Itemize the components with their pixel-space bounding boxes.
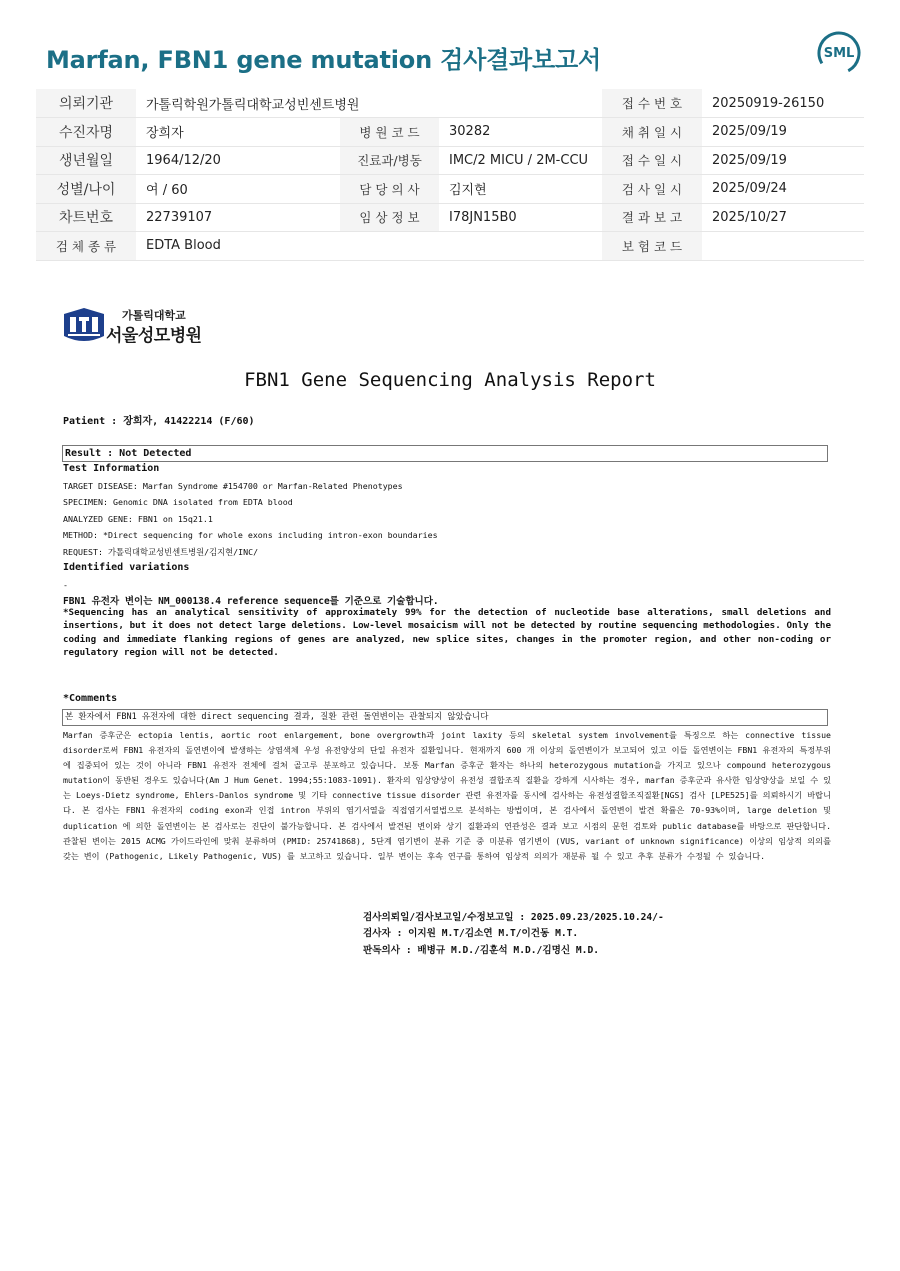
info-row <box>36 232 864 261</box>
clinical-label: 임 상 정 보 <box>340 203 439 232</box>
identified-variations-heading: Identified variations <box>63 562 190 573</box>
test-date-value: 2025/09/24 <box>702 175 864 204</box>
info-row <box>36 203 864 232</box>
identified-variations-value: - <box>63 580 68 590</box>
specimen-line: SPECIMEN: Genomic DNA isolated from EDTA blood <box>63 497 293 507</box>
report-date-label: 결 과 보 고 <box>602 203 702 232</box>
info-row <box>36 175 864 204</box>
patient-name-value: 장희자 <box>136 118 340 147</box>
comment-body: Marfan 증후군은 ectopia lentis, aortic root enlargement, bone overgrowth과 joint laxity 등의 skeletal system involvement를 특징으로 하는 connective tissue disorder로써 FBN1 유전자의 돌연변이에 발생하는 상염색체 우성 유전양상의 단일 유전자 질환입니다. 현재까지 600 개 이상의 돌연변이가 보고되어 있고 이들 돌연변이는 FBN1 유전자의 특정부위에 집중되어 있는 것이 아니라 FBN1 유전자 전체에 걸쳐 골고루 분포하고 있습니다. 보통 Marfan 증후군 환자는 하나의 heterozygous mutation을 가지고 있으나 compound heterozygous mutation이 동반된 경우도 있습니다(Am J Hum Genet. 1994;55:1083-1091). 환자의 임상양상이 유전성 결합조직 질환을 강하게 시사하는 경우, marfan 증후군과 유사한 임상양상을 보일 수 있는 Loeys-Dietz syndrome, Ehlers-Danlos syndrome 및 기타 connective tissue disorder 관련 유전자를 동시에 검사하는 유전성결합조직질환[NGS] 검사 [LPE525]를 의뢰하시기 바랍니다. 본 검사는 FBN1 유전자의 coding exon과 인접 intron 부위의 염기서열을 직접염기서열법으로 분석하는 방법이며, 본 검사에서 돌연변이 발견 확률은 70-93%이며, large deletion 및 duplication 에 의한 돌연변이는 본 검사로는 진단이 불가능합니다. 본 검사에서 발견된 변이와 상기 질환과의 연관성은 결과 보고 시점의 문헌 검토와 public database를 바탕으로 판단합니다. 관찰된 변이는 2015 ACMG 가이드라인에 맞춰 분류하며 (PMID: 25741868), 5단계 염기변이 분류 기준 중 미분류 염기변이 (VUS, variant of unknown significance) 이상의 임상적 의의를 갖는 변이 (Pathogenic, Likely Pathogenic, VUS) 를 보고하고 있습니다. 일부 변이는 후속 연구를 통하여 임상적 의의가 재분류 될 수 있고 추후 분류가 수정될 수 있습니다. <box>63 730 831 861</box>
institution-value: 가톨릭학원가톨릭대학교성빈센트병원 <box>136 89 602 118</box>
collection-date-value: 2025/09/19 <box>702 118 864 147</box>
method-line: METHOD: *Direct sequencing for whole exons including intron-exon boundaries <box>63 530 438 540</box>
receipt-date-value: 2025/09/19 <box>702 146 864 175</box>
hospital-code-value: 30282 <box>439 118 602 147</box>
specimen-value: EDTA Blood <box>136 232 602 261</box>
result-box: Result : Not Detected <box>62 445 828 462</box>
analyzed-gene-line: ANALYZED GENE: FBN1 on 15q21.1 <box>63 514 213 524</box>
receipt-date-label: 접 수 일 시 <box>602 146 702 175</box>
request-line: REQUEST: 가톨릭대학교성빈센트병원/김지현/INC/ <box>63 547 259 557</box>
specimen-label: 검 체 종 류 <box>36 232 136 261</box>
sml-logo-text: SML <box>823 46 855 61</box>
institution-label: 의뢰기관 <box>36 89 136 118</box>
comment-summary-box: 본 환자에서 FBN1 유전자에 대한 direct sequencing 결과, 질환 관련 돌연변이는 관찰되지 않았습니다 <box>62 709 828 726</box>
receipt-no-label: 접 수 번 호 <box>602 89 702 118</box>
sex-age-value: 여 / 60 <box>136 175 340 204</box>
info-row <box>36 118 864 147</box>
target-disease-line: TARGET DISEASE: Marfan Syndrome #154700 or Marfan-Related Phenotypes <box>63 481 403 491</box>
report-title: FBN1 Gene Sequencing Analysis Report <box>244 369 656 391</box>
report-dates-line: 검사의뢰일/검사보고일/수정보고일 : 2025.09.23/2025.10.24/- <box>363 912 664 923</box>
clinical-value: I78JN15B0 <box>439 203 602 232</box>
sensitivity-note: *Sequencing has an analytical sensitivity of approximately 99% for the detection of nucleotide base alterations, small deletions and insertions, but it does not detect large deletions. Low-level mosaicism will not be detected by routine sequencing methodologies. Only the coding and immediate flanking regions of genes are analyzed, new splice sites, changes in the promoter region, and other non-coding or regulatory region will not be detected. <box>63 607 831 658</box>
dept-label: 진료과/병동 <box>340 146 439 175</box>
comments-heading: *Comments <box>63 693 118 704</box>
info-row <box>36 146 864 175</box>
chart-no-value: 22739107 <box>136 203 340 232</box>
receipt-no-value: 20250919-26150 <box>702 89 864 118</box>
doctor-value: 김지현 <box>439 175 602 204</box>
dept-value: IMC/2 MICU / 2M-CCU <box>439 146 602 175</box>
hospital-code-label: 병 원 코 드 <box>340 118 439 147</box>
collection-date-label: 채 취 일 시 <box>602 118 702 147</box>
insurance-label: 보 험 코 드 <box>602 232 702 261</box>
hospital-logo <box>62 306 222 348</box>
reference-sequence-note: FBN1 유전자 변이는 NM_000138.4 reference sequence를 기준으로 기술합니다. <box>63 596 439 607</box>
patient-name-label: 수진자명 <box>36 118 136 147</box>
patient-info-table <box>36 89 864 261</box>
report-date-value: 2025/10/27 <box>702 203 864 232</box>
hospital-university-name: 가톨릭대학교 <box>122 309 186 322</box>
info-row <box>36 89 864 118</box>
patient-line: Patient : 장희자, 41422214 (F/60) <box>63 416 255 427</box>
readers-line: 판독의사 : 배병규 M.D./김훈석 M.D./김명신 M.D. <box>363 945 599 956</box>
sex-age-label: 성별/나이 <box>36 175 136 204</box>
test-info-heading: Test Information <box>63 463 160 474</box>
test-date-label: 검 사 일 시 <box>602 175 702 204</box>
doctor-label: 담 당 의 사 <box>340 175 439 204</box>
insurance-value <box>702 232 864 261</box>
hospital-name: 서울성모병원 <box>106 326 202 346</box>
chart-no-label: 차트번호 <box>36 203 136 232</box>
technicians-line: 검사자 : 이지원 M.T/김소연 M.T/이건동 M.T. <box>363 928 579 939</box>
sml-logo-icon <box>816 30 862 76</box>
hospital-emblem-icon <box>62 306 106 344</box>
page-title: Marfan, FBN1 gene mutation 검사결과보고서 <box>46 46 601 74</box>
birth-label: 생년월일 <box>36 146 136 175</box>
birth-value: 1964/12/20 <box>136 146 340 175</box>
